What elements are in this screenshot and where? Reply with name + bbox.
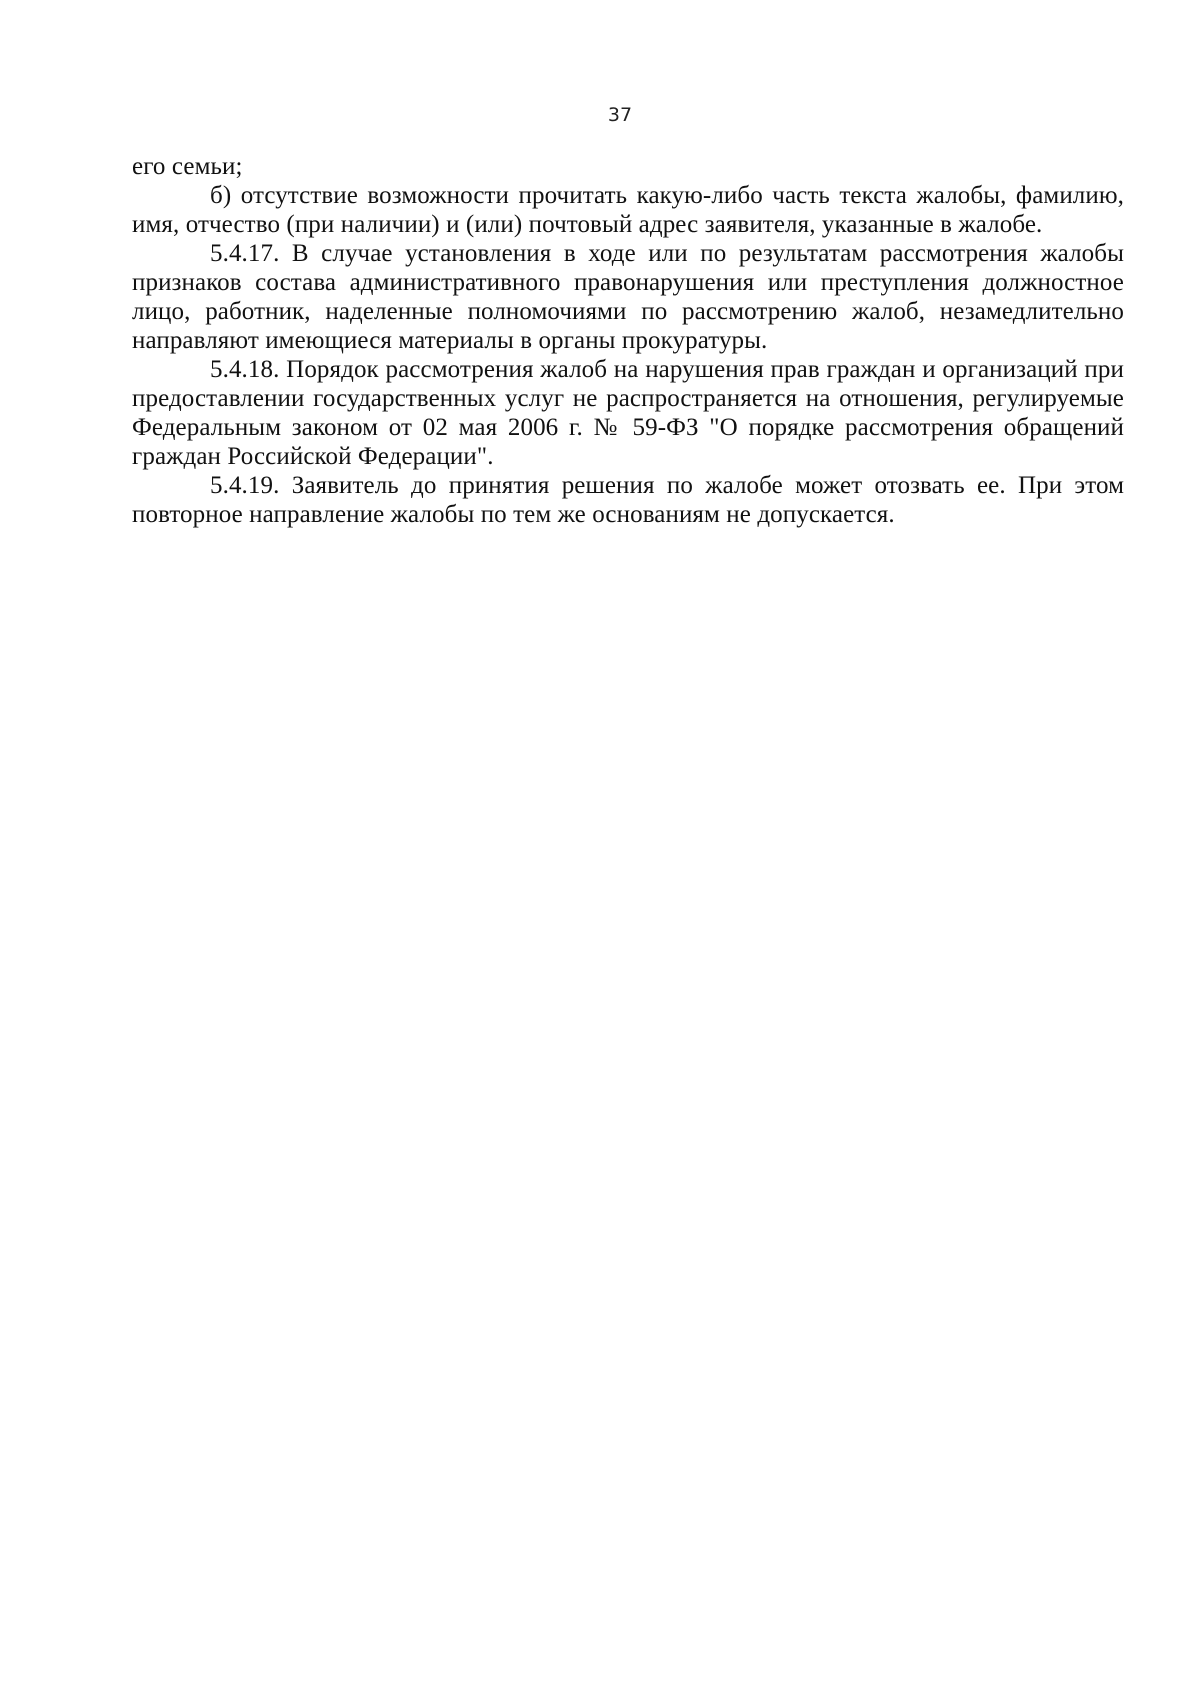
paragraph-5-4-18: 5.4.18. Порядок рассмотрения жалоб на нарушения прав граждан и организаций при предоставлении государственных услуг не распространяется на отношения, регулируемые Федеральным законом от 02 мая 2006 г. № 59-ФЗ "О порядке рассмотрения обращений граждан Российской Федерации".: [132, 356, 1124, 470]
paragraph-5-4-17: 5.4.17. В случае установления в ходе или по результатам рассмотрения жалобы признаков состава административного правонарушения или преступления должностное лицо, работник, наделенные полномочиями по рассмотрению жалоб, незамедлительно направляют имеющиеся материалы в органы прокуратуры.: [132, 240, 1124, 354]
paragraph-item-b: б) отсутствие возможности прочитать какую-либо часть текста жалобы, фамилию, имя, отчество (при наличии) и (или) почтовый адрес заявителя, указанные в жалобе.: [132, 182, 1124, 238]
paragraph-5-4-19: 5.4.19. Заявитель до принятия решения по жалобе может отозвать ее. При этом повторное направление жалобы по тем же основаниям не допускается.: [132, 472, 1124, 528]
document-body: [132, 152, 1124, 529]
paragraph-continuation: его семьи;: [132, 153, 243, 180]
page-number: 37: [607, 104, 633, 126]
